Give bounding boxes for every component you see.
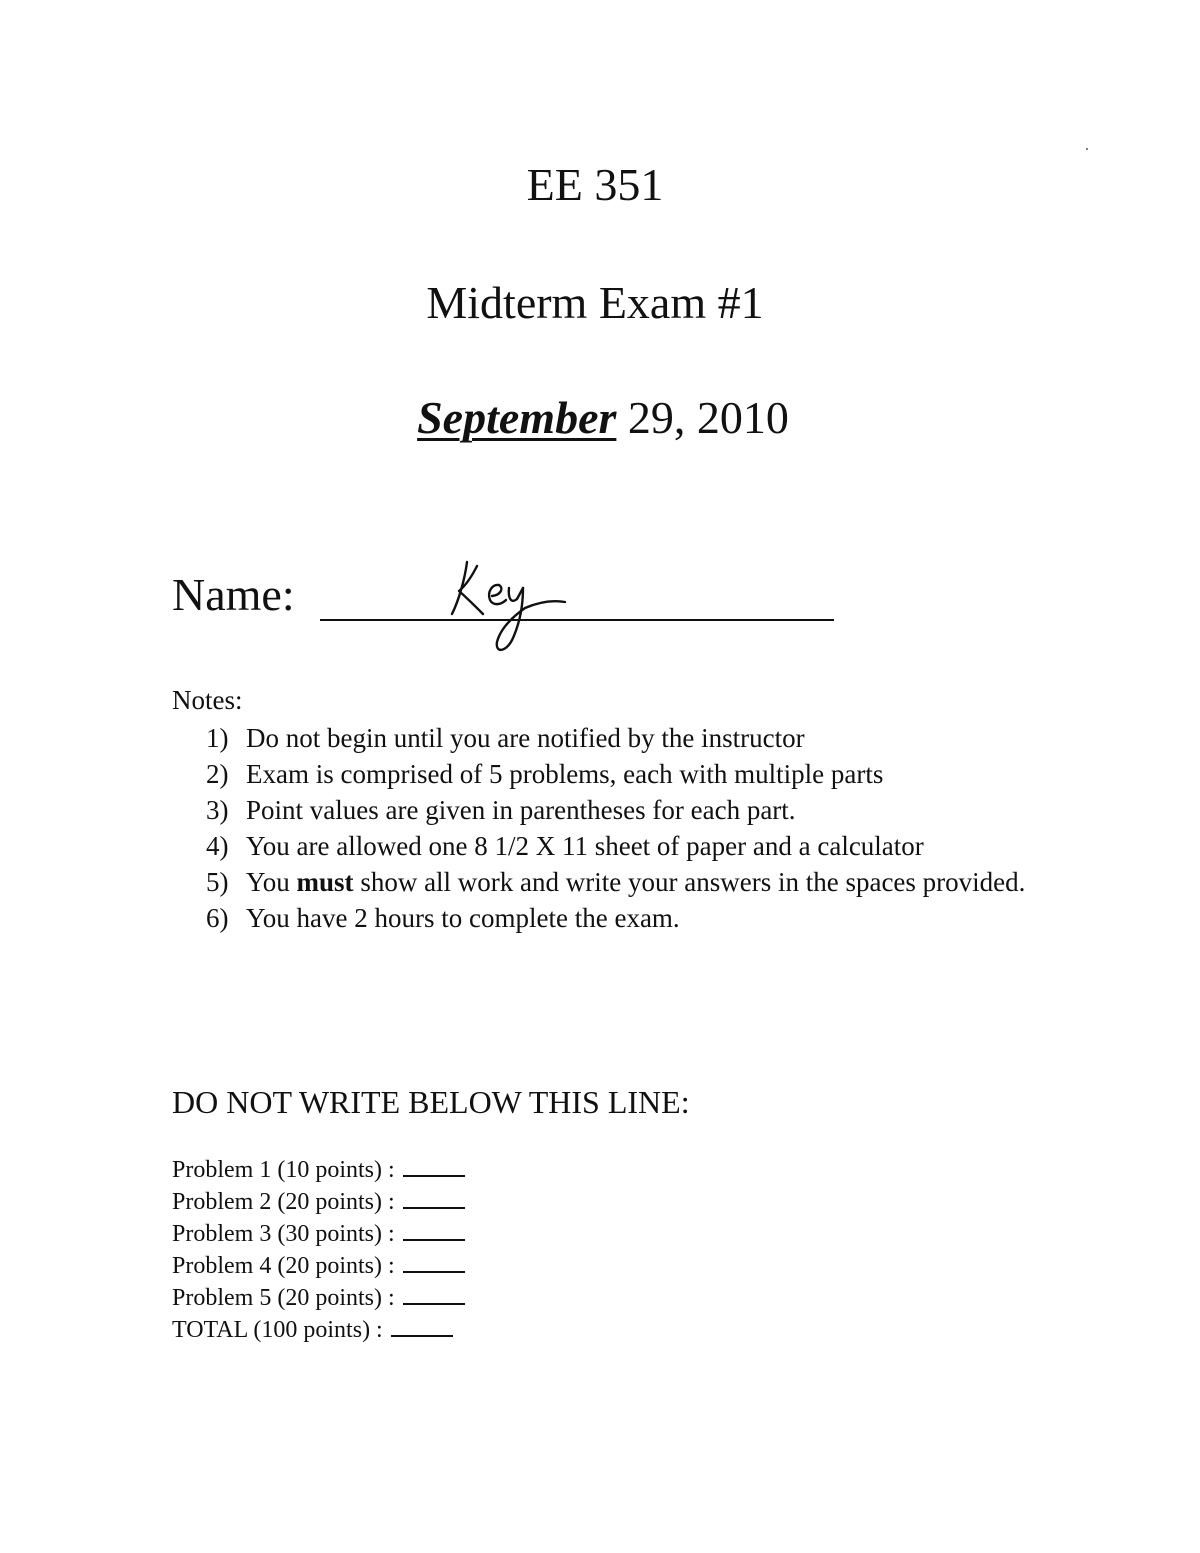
grading-section-title: DO NOT WRITE BELOW THIS LINE: — [172, 1084, 690, 1120]
note-text: Do not begin until you are notified by the instructor — [246, 723, 805, 753]
notes-title: Notes: — [172, 685, 243, 715]
note-number: 4) — [206, 831, 229, 861]
exam-date — [8, 392, 1198, 443]
score-blank — [391, 1335, 453, 1337]
handwritten-key-signature — [445, 548, 575, 663]
note-item — [206, 720, 1026, 756]
name-label: Name: — [172, 569, 295, 620]
score-row — [172, 1154, 465, 1186]
exam-title: Midterm Exam #1 — [426, 277, 764, 328]
score-row — [172, 1250, 465, 1282]
note-number: 2) — [206, 759, 229, 789]
score-label: Problem 4 (20 points) : — [172, 1253, 395, 1279]
note-number: 1) — [206, 723, 229, 753]
note-text-end: show all work and write your answers in the spaces provided. — [353, 867, 1026, 897]
note-text: Point values are given in parentheses for each part. — [246, 795, 796, 825]
score-blank — [403, 1239, 465, 1241]
exam-date-month: September — [417, 392, 617, 443]
score-blank — [403, 1303, 465, 1305]
score-label: Problem 1 (10 points) : — [172, 1157, 395, 1183]
score-row-total — [172, 1314, 465, 1346]
score-row — [172, 1282, 465, 1314]
note-text: Exam is comprised of 5 problems, each with multiple parts — [246, 759, 884, 789]
name-field-line — [320, 619, 834, 621]
score-row — [172, 1218, 465, 1250]
note-item — [206, 900, 1026, 936]
score-label: Problem 5 (20 points) : — [172, 1285, 395, 1311]
note-item — [206, 756, 1026, 792]
score-blank — [403, 1271, 465, 1273]
note-item — [206, 792, 1026, 828]
score-blank — [403, 1175, 465, 1177]
note-number: 3) — [206, 795, 229, 825]
note-number: 6) — [206, 903, 229, 933]
note-text-start: You — [246, 867, 297, 897]
course-title: EE 351 — [526, 159, 664, 210]
notes-list — [206, 720, 1026, 936]
score-label: Problem 2 (20 points) : — [172, 1189, 395, 1215]
note-text: You are allowed one 8 1/2 X 11 sheet of paper and a calculator — [246, 831, 924, 861]
note-emphasis: must — [296, 867, 354, 897]
score-label: TOTAL (100 points) : — [172, 1317, 383, 1343]
note-number: 5) — [206, 867, 229, 897]
scan-artifact — [1086, 148, 1088, 150]
note-item — [206, 864, 1026, 900]
note-text: You have 2 hours to complete the exam. — [246, 903, 680, 933]
score-label: Problem 3 (30 points) : — [172, 1221, 395, 1247]
exam-date-day-year: 29, 2010 — [616, 392, 789, 443]
score-row — [172, 1186, 465, 1218]
score-blank — [403, 1207, 465, 1209]
note-item — [206, 828, 1026, 864]
score-table — [172, 1154, 465, 1346]
